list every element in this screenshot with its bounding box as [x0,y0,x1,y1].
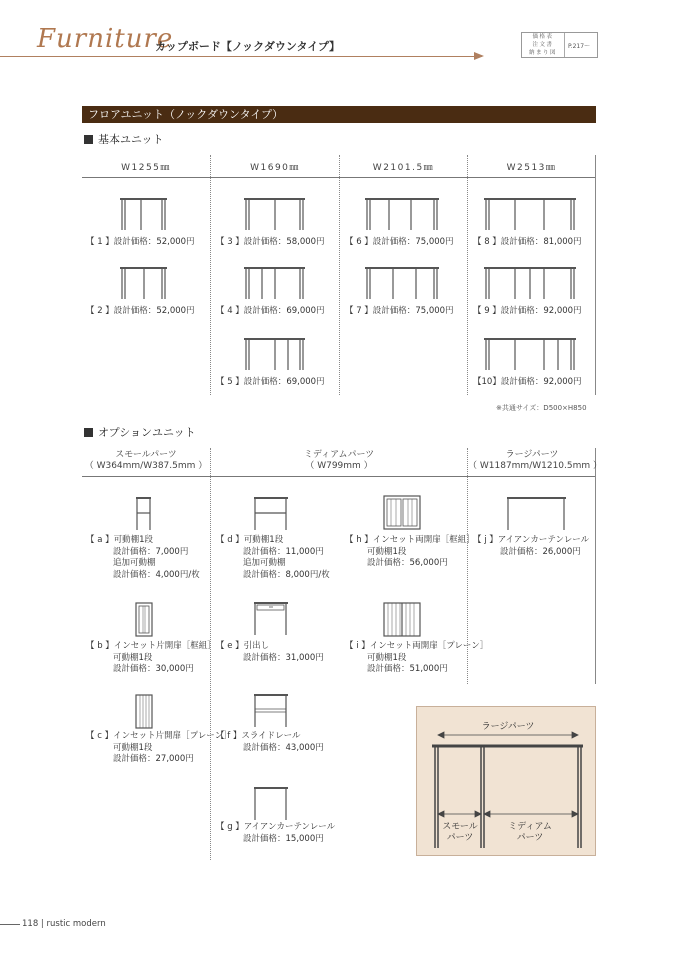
option-h-shelf: 可動棚1段 [367,546,407,557]
footer: 118 | rustic modern [22,919,106,929]
option-i-shelf: 可動棚1段 [367,652,407,663]
option-a-price: 設計価格：7,000円 [113,546,189,557]
ref-page: P.217～ [568,43,591,50]
option-d-title: 【 d 】可動棚1段 [216,535,284,545]
option-g-title: 【 g 】アイアンカーテンレール [216,822,336,832]
large-parts-name: ラージパーツ [505,450,559,460]
unit-3-label: 【 3 】設計価格：58,000円 [216,237,325,247]
unit-4-label: 【 4 】設計価格：69,000円 [216,306,325,316]
diagram-small-label: スモール パーツ [442,822,478,843]
unit-7-label: 【 7 】設計価格：75,000円 [345,306,454,316]
basic-unit-heading-text: 基本ユニット [98,133,164,146]
common-size-note: ※共通サイズ：D500×H850 [496,404,587,412]
option-f-title: 【 f 】スライドレール [216,731,301,741]
brand-title: Furniture [37,24,174,54]
unit-5-label: 【 5 】設計価格：69,000円 [216,377,325,387]
footer-rule [0,924,20,925]
option-j-title: 【 j 】アイアンカーテンレール [473,535,590,545]
unit-9-label: 【 9 】設計価格：92,000円 [473,306,582,316]
option-f-price: 設計価格：43,000円 [243,742,324,753]
option-a-title: 【 a 】可動棚1段 [86,535,154,545]
option-h-title: 【 h 】インセット両開扉［框組］ [345,535,475,545]
option-b-shelf: 可動棚1段 [113,652,153,663]
footer-text: rustic modern [46,919,106,929]
unit-2-label: 【 2 】設計価格：52,000円 [86,306,195,316]
option-i-price: 設計価格：51,000円 [367,664,448,674]
small-parts-name: スモールパーツ [115,450,177,460]
large-parts-size: （ W1187mm/W1210.5mm ） [468,461,603,471]
option-c-price: 設計価格：27,000円 [113,754,194,764]
page-subtitle: カップボード【ノックダウンタイプ】 [155,40,341,53]
col-w2101: W2101.5㎜ [372,163,435,173]
diagram-large-label: ラージパーツ [468,722,548,733]
ref-drawing: 納まり図 [528,50,557,56]
option-j-price: 設計価格：26,000円 [500,546,581,557]
medium-parts-size: （ W799mm ） [305,461,373,471]
col-w1255: W1255㎜ [121,163,171,173]
option-d-extra: 追加可動棚 [243,558,286,568]
option-b-price: 設計価格：30,000円 [113,664,194,674]
ref-price-list: 価格表 [532,34,554,40]
unit-1-label: 【 1 】設計価格：52,000円 [86,237,195,247]
col-w2513: W2513㎜ [506,163,557,173]
unit-8-label: 【 8 】設計価格：81,000円 [473,237,582,247]
unit-6-label: 【 6 】設計価格：75,000円 [345,237,454,247]
option-a-extra: 追加可動棚 [113,558,156,568]
option-i-title: 【 i 】インセット両開扉［プレーン］ [345,641,489,651]
option-c-shelf: 可動棚1段 [113,742,153,753]
medium-parts-name: ミディアムパーツ [303,450,375,460]
section-banner: フロアユニット（ノックダウンタイプ） [82,106,596,123]
option-unit-heading-text: オプションユニット [98,426,196,439]
option-h-price: 設計価格：56,000円 [367,558,448,568]
small-parts-size: （ W364mm/W387.5mm ） [84,461,208,471]
page-number: 118 [22,919,39,929]
option-d-extra-price: 設計価格：8,000円/枚 [243,569,330,580]
diagram-medium-label: ミディアム パーツ [508,822,552,843]
option-b-title: 【 b 】インセット片開扉［框組］ [86,641,216,651]
option-a-extra-price: 設計価格：4,000円/枚 [113,569,200,580]
option-e-price: 設計価格：31,000円 [243,652,324,663]
col-w1690: W1690㎜ [250,163,300,173]
ref-order-form: 注文書 [532,42,554,48]
option-c-title: 【 c 】インセット片開扉［プレーン］ [86,731,232,741]
option-e-title: 【 e 】引出し [216,641,270,651]
unit-10-label: 【10】設計価格：92,000円 [473,377,582,387]
option-d-price: 設計価格：11,000円 [243,546,324,557]
option-g-price: 設計価格：15,000円 [243,833,324,844]
